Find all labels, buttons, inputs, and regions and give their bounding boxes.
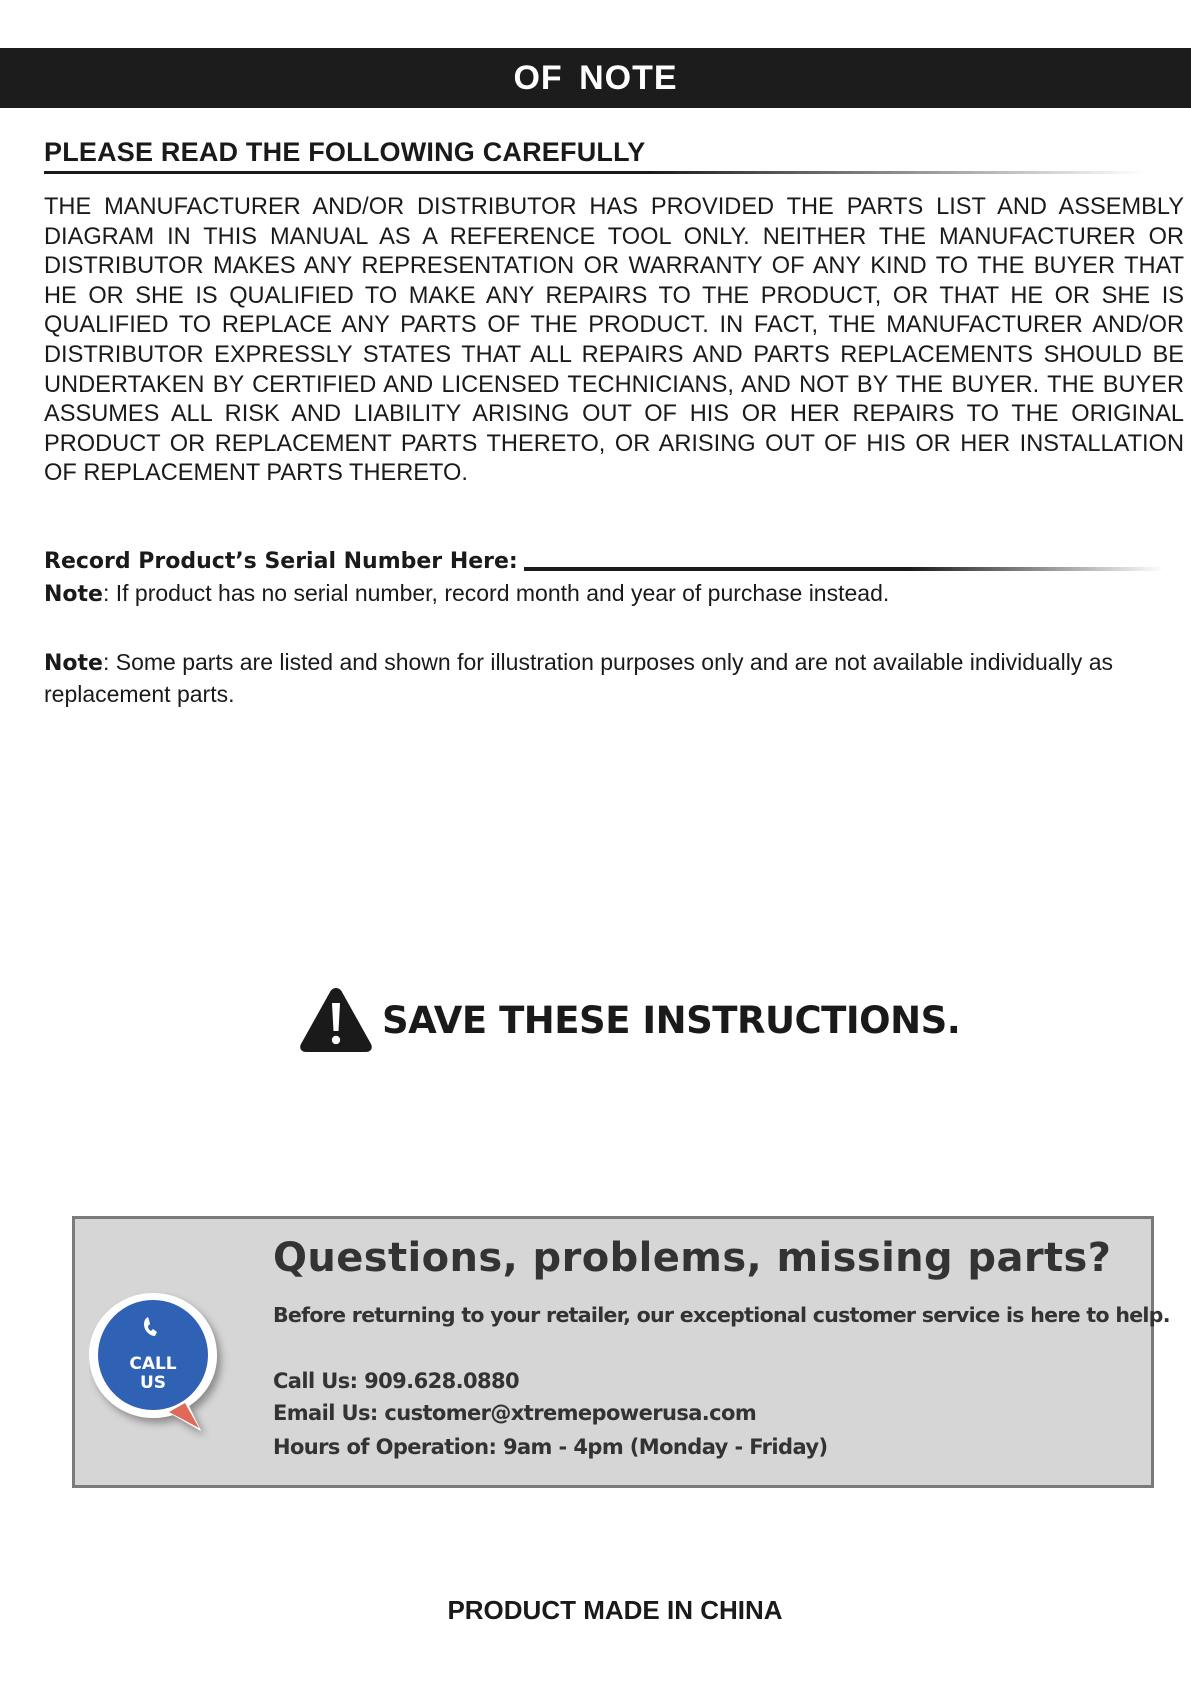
note-label: Note	[44, 582, 103, 607]
footer-made-in: PRODUCT MADE IN CHINA	[447, 1595, 783, 1625]
call-badge-text: CALL	[129, 1354, 177, 1374]
contact-email[interactable]: Email Us: customer@xtremepowerusa.com	[273, 1401, 757, 1425]
header-bar	[0, 48, 1191, 108]
contact-phone[interactable]: Call Us: 909.628.0880	[273, 1369, 520, 1393]
contact-hours: Hours of Operation: 9am - 4pm (Monday - Friday)	[273, 1435, 828, 1459]
note-text: : Some parts are listed and shown for illustration purposes only and are not available individually as replacement parts.	[44, 649, 1113, 707]
section-heading: PLEASE READ THE FOLLOWING CAREFULLY	[44, 137, 646, 167]
serial-number-row	[44, 549, 1164, 574]
save-instructions-text: SAVE THESE INSTRUCTIONS.	[382, 998, 961, 1042]
disclaimer-text: THE MANUFACTURER AND/OR DISTRIBUTOR HAS PROVIDED THE PARTS LIST AND ASSEMBLY DIAGRAM IN THIS MANUAL AS A REFERENCE TOOL ONLY. NEITHER THE MANUFACTURER OR DISTRIBUTOR MAKES ANY REPRESENTATION OR WARRANTY OF ANY KIND TO THE BUYER THAT HE OR SHE IS QUALIFIED TO MAKE ANY REPAIRS TO THE PRODUCT, OR THAT HE OR SHE IS QUALIFIED TO REPLACE ANY PARTS OF THE PRODUCT. IN FACT, THE MANUFACTURER AND/OR DISTRIBUTOR EXPRESSLY STATES THAT ALL REPAIRS AND PARTS REPLACEMENTS SHOULD BE UNDERTAKEN BY CERTIFIED AND LICENSED TECHNICIANS, AND NOT BY THE BUYER. THE BUYER ASSUMES ALL RISK AND LIABILITY ARISING OUT OF HIS OR HER REPAIRS TO THE ORIGINAL PRODUCT OR REPLACEMENT PARTS THERETO, OR ARISING OUT OF HIS OR HER INSTALLATION OF REPLACEMENT PARTS THERETO.	[44, 194, 1184, 487]
serial-number-line	[524, 567, 1164, 571]
support-title: Questions, problems, missing parts?	[273, 1235, 1112, 1281]
call-badge-text: US	[139, 1373, 167, 1393]
warning-triangle-icon	[298, 985, 374, 1055]
note-serial	[44, 578, 1164, 610]
customer-support-box	[72, 1216, 1170, 1488]
note-label: Note	[44, 651, 103, 676]
call-us-badge	[89, 1291, 239, 1441]
support-subtitle: Before returning to your retailer, our exceptional customer service is here to help.	[273, 1303, 1170, 1327]
heading-rule	[44, 171, 1144, 174]
save-instructions	[298, 985, 960, 1055]
note-text: : If product has no serial number, record month and year of purchase instead.	[102, 580, 890, 606]
serial-number-label: Record Product’s Serial Number Here:	[44, 549, 518, 574]
header-title: OF NOTE	[513, 58, 678, 97]
note-parts	[44, 647, 1164, 709]
